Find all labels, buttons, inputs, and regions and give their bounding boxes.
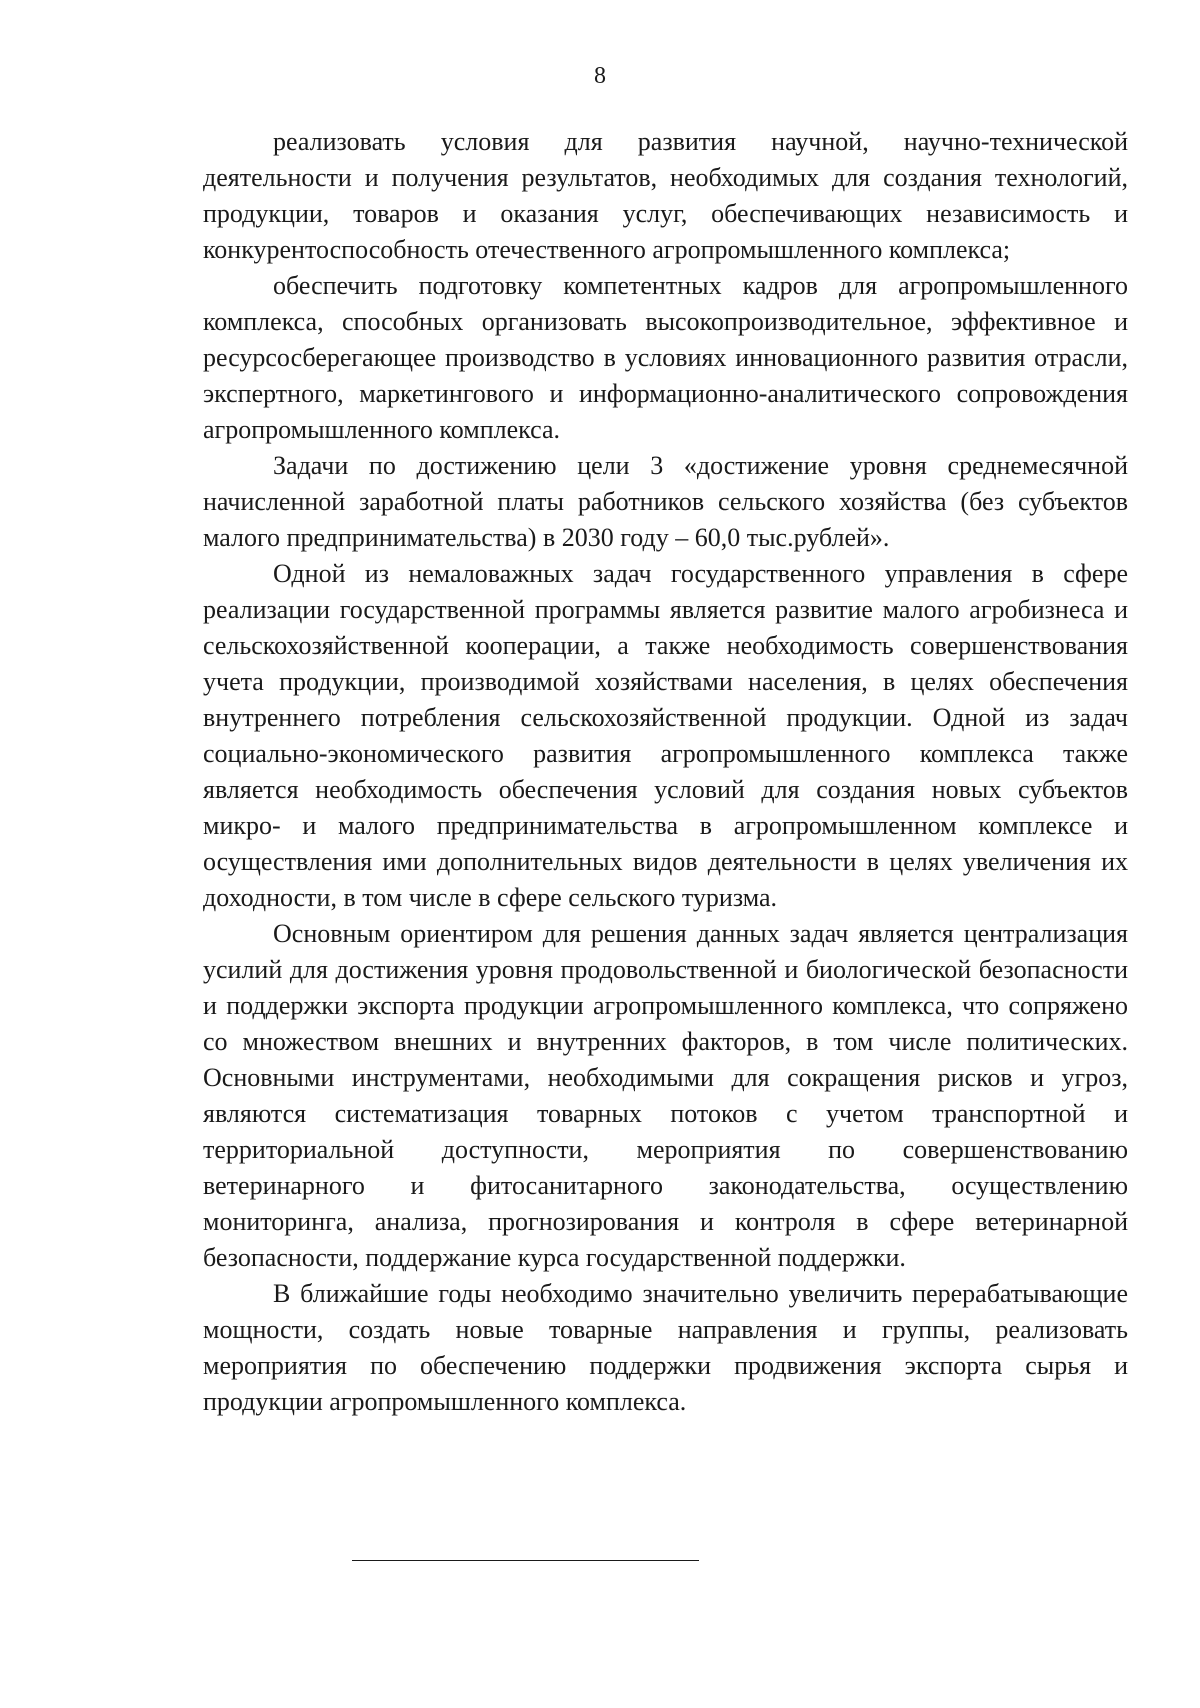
paragraph-goal-3-tasks: Задачи по достижению цели 3 «достижение уровня среднемесячной начисленной заработной платы работников сельского хозяйства (без субъектов малого предпринимательства) в 2030 году – 60,0 тыс.рублей». (203, 451, 1128, 552)
paragraph-processing-capacity: В ближайшие годы необходимо значительно увеличить перерабатывающие мощности, создать новые товарные направления и группы, реализовать мероприятия по обеспечению поддержки продвижения экспорта сырья и продукции агропромышленного комплекса. (203, 1279, 1128, 1416)
paragraph-staff-training: обеспечить подготовку компетентных кадров для агропромышленного комплекса, способных организовать высокопроизводительное, эффективное и ресурсосберегающее производство в условиях инновационного развития отрасли, экспертного, маркетингового и информационно-аналитического сопровождения агропромышленного комплекса. (203, 271, 1128, 444)
paragraph-main-guideline: Основным ориентиром для решения данных задач является централизация усилий для достижения уровня продовольственной и биологической безопасности и поддержки экспорта продукции агропромышленного комплекса, что сопряжено со множеством внешних и внутренних факторов, в том числе политических. Основными инструментами, необходимыми для сокращения рисков и угроз, являются систематизация товарных потоков с учетом транспортной и территориальной доступности, мероприятия по совершенствованию ветеринарного и фитосанитарного законодательства, осуществлению мониторинга, анализа, прогнозирования и контроля в сфере ветеринарной безопасности, поддержание курса государственной поддержки. (203, 919, 1128, 1272)
page-number: 8 (594, 63, 606, 89)
document-body (203, 124, 1128, 1420)
paragraph-research-conditions: реализовать условия для развития научной, научно-технической деятельности и получения результатов, необходимых для создания технологий, продукции, товаров и оказания услуг, обеспечивающих независимость и конкурентоспособность отечественного агропромышленного комплекса; (203, 127, 1128, 264)
end-of-section-divider (352, 1560, 699, 1561)
paragraph-small-business: Одной из немаловажных задач государственного управления в сфере реализации государственной программы является развитие малого агробизнеса и сельскохозяйственной кооперации, а также необходимость совершенствования учета продукции, производимой хозяйствами населения, в целях обеспечения внутреннего потребления сельскохозяйственной продукции. Одной из задач социально-экономического развития агропромышленного комплекса также является необходимость обеспечения условий для создания новых субъектов микро- и малого предпринимательства в агропромышленном комплексе и осуществления ими дополнительных видов деятельности в целях увеличения их доходности, в том числе в сфере сельского туризма. (203, 559, 1128, 912)
